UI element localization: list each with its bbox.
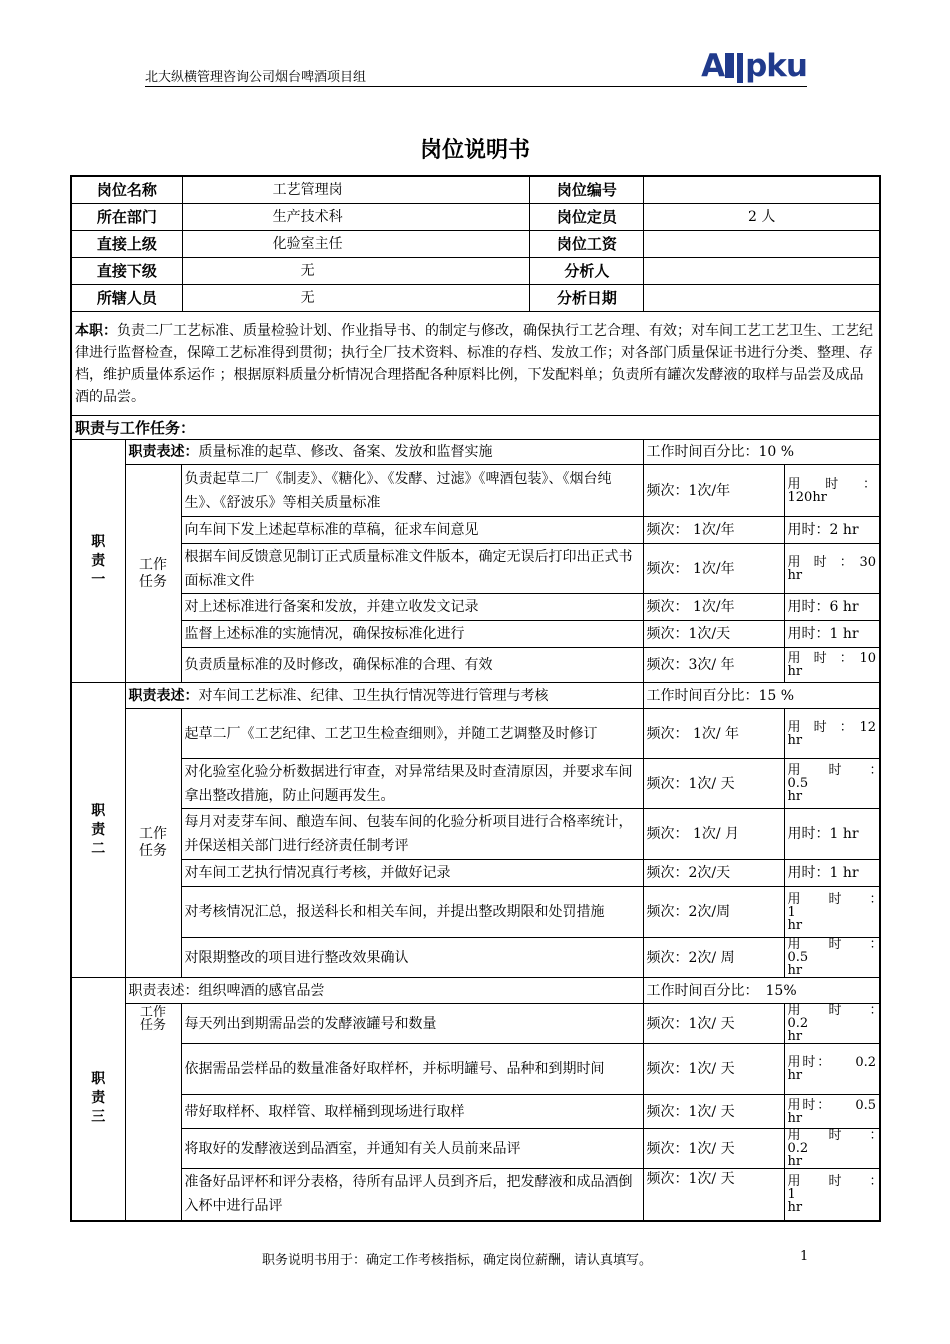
task-text: 监督上述标准的实施情况，确保按标准化进行 <box>181 621 643 648</box>
task-label <box>125 1004 181 1221</box>
info-label: 所辖人员 <box>72 285 183 311</box>
info-label: 岗位名称 <box>72 177 183 203</box>
task-time <box>784 937 890 978</box>
task-time-unit: hr <box>787 664 803 679</box>
duty-desc-text: 质量标准的起草、修改、备案、发放和监督实施 <box>198 444 493 460</box>
info-row-cell <box>71 231 880 258</box>
task-time: 用时：6 hr <box>784 594 880 621</box>
page-number: 1 <box>800 1249 809 1264</box>
task-time-label: 用 时 ： 1 <box>787 1173 903 1202</box>
task-time-unit: hr <box>787 1154 803 1169</box>
info-label: 岗位编号 <box>529 177 644 203</box>
task-row <box>71 709 880 759</box>
duty-desc-text: 对车间工艺标准、纪律、卫生执行情况等进行管理与考核 <box>198 687 549 704</box>
task-frequency: 频次：1次/ 天 <box>643 1129 784 1169</box>
task-row <box>71 621 880 648</box>
info-value <box>644 258 879 284</box>
task-time <box>784 1003 890 1044</box>
duty-percent: 工作时间百分比： 15% <box>643 978 880 1004</box>
info-row <box>71 258 880 285</box>
task-text: 准备好品评杯和评分表格，待所有品评人员到齐后，把发酵液和成品酒倒入杯中进行品评 <box>181 1169 643 1221</box>
duties-title-row <box>71 416 880 440</box>
task-label-text: 工作任务 <box>139 826 167 859</box>
info-value: 化验室主任 <box>272 236 343 252</box>
task-time <box>784 759 890 809</box>
task-row <box>71 887 880 938</box>
info-row <box>71 204 880 231</box>
task-time: 用时：1 hr <box>784 621 880 648</box>
task-text: 对限期整改的项目进行整改效果确认 <box>181 938 643 978</box>
info-row-cell <box>71 258 880 285</box>
summary-text: 负责二厂工艺标准、质量检验计划、作业指导书、的制定与修改，确保执行工艺合理、有效；对车间工艺工艺卫生、工艺纪律进行监督检查，保障工艺标准得到贯彻；执行全厂技术资料、标准的存档、发放工作；对各部门质量保证书进行分类、整理、存档，维护质量体系运作 ；根据原料质量分析情况合理搭配各种原料比例，下发配料单；负责所有罐次发酵液的取样与品尝及成品酒的品尝。 <box>75 323 873 405</box>
task-frequency: 频次： 1次/年 <box>643 594 784 621</box>
task-row <box>71 860 880 887</box>
task-frequency: 频次：2次/ 周 <box>643 938 784 978</box>
company-name: 北大纵横管理咨询公司烟台啤酒项目组 <box>145 70 367 85</box>
page-header <box>145 48 807 87</box>
duty-name <box>71 440 125 683</box>
info-label: 分析日期 <box>529 285 644 311</box>
task-time <box>784 544 880 594</box>
task-frequency: 频次： 1次/ 月 <box>643 809 784 860</box>
task-row <box>71 1044 880 1095</box>
task-time-label: 用 时 ： 0.5 <box>787 937 890 965</box>
duty-percent: 工作时间百分比：15 % <box>643 683 880 709</box>
task-text: 每天列出到期需品尝的发酵液罐号和数量 <box>181 1004 643 1044</box>
task-frequency: 频次：1次/ 天 <box>643 759 784 809</box>
task-text: 负责质量标准的及时修改，确保标准的合理、有效 <box>181 648 643 683</box>
task-row <box>71 648 880 683</box>
company-logo: A pku <box>701 48 807 84</box>
task-row <box>71 1129 880 1169</box>
task-time-unit: hr <box>787 732 803 748</box>
task-text: 对化验室化验分析数据进行审查，对异常结果及时查清原因，并要求车间拿出整改措施，防止问题再发生。 <box>181 759 643 809</box>
task-frequency: 频次： 1次/年 <box>643 517 784 544</box>
task-frequency: 频次：1次/天 <box>643 621 784 648</box>
task-time-label: 用 时 ： 0.2 <box>787 1128 890 1156</box>
info-row-cell <box>71 176 880 204</box>
task-time-unit: hr <box>787 567 803 583</box>
info-row-cell <box>71 204 880 231</box>
duty-desc-row <box>71 440 880 465</box>
task-frequency: 频次：2次/天 <box>643 860 784 887</box>
task-row <box>71 938 880 978</box>
duty-percent: 工作时间百分比：10 % <box>643 440 880 465</box>
task-frequency: 频次： 1次/年 <box>643 544 784 594</box>
task-time-unit: hr <box>787 963 803 978</box>
task-time: 用时：1 hr <box>784 809 880 860</box>
task-time-label: 用时： 0.2 <box>787 1055 876 1070</box>
duty-desc: 职责表述：组织啤酒的感官品尝 <box>125 978 643 1004</box>
task-time-label: 用 时 ： 30 <box>787 554 876 570</box>
task-time: 用时：2 hr <box>784 517 880 544</box>
task-row <box>71 594 880 621</box>
summary-label: 本职： <box>75 323 117 339</box>
task-time: 用时：1 hr <box>784 860 880 887</box>
task-row <box>71 1004 880 1044</box>
info-value: 2 人 <box>747 209 776 225</box>
task-label <box>125 465 181 683</box>
summary-row <box>71 312 880 416</box>
task-time-unit: 120hr <box>787 489 827 505</box>
task-text: 起草二厂《工艺纪律、工艺卫生检查细则》，并随工艺调整及时修订 <box>181 709 643 759</box>
info-value: 无 <box>300 263 315 279</box>
task-time-label: 用 时 ： 12 <box>787 719 876 735</box>
task-row <box>71 517 880 544</box>
task-row <box>71 809 880 860</box>
duty-name <box>71 978 125 1221</box>
info-label: 所在部门 <box>72 204 183 230</box>
duty-name <box>71 683 125 978</box>
task-time-label: 用 时 ： <box>787 476 876 492</box>
summary-cell <box>71 312 880 416</box>
duty-desc <box>125 440 643 465</box>
task-time-unit: hr <box>787 917 803 933</box>
duty-name-text: 职责三 <box>91 1071 106 1126</box>
task-text: 将取好的发酵液送到品酒室，并通知有关人员前来品评 <box>181 1129 643 1169</box>
info-row <box>71 231 880 258</box>
task-time-unit: hr <box>787 1029 803 1044</box>
task-frequency: 频次： 1次/ 年 <box>643 709 784 759</box>
task-time-unit: hr <box>787 789 803 804</box>
task-time <box>784 1095 880 1129</box>
task-time <box>784 648 880 683</box>
info-label: 直接下级 <box>72 258 183 284</box>
task-text: 依据需品尝样品的数量准备好取样杯，并标明罐号、品种和到期时间 <box>181 1044 643 1095</box>
task-time <box>784 1169 903 1221</box>
info-value: 生产技术科 <box>272 209 343 225</box>
task-label-text: 工作任务 <box>140 1005 167 1033</box>
task-text: 每月对麦芽车间、酿造车间、包装车间的化验分析项目进行合格率统计，并保送相关部门进行经济责任制考评 <box>181 809 643 860</box>
task-text: 根据车间反馈意见制订正式质量标准文件版本，确定无误后打印出正式书面标准文件 <box>181 544 643 594</box>
task-frequency: 频次：1次/ 天 <box>643 1004 784 1044</box>
info-row <box>71 176 880 204</box>
task-frequency: 频次：2次/周 <box>643 887 784 938</box>
task-time-label: 用时： 0.5 <box>787 1097 876 1113</box>
info-value: 无 <box>300 290 315 306</box>
task-row <box>71 759 880 809</box>
task-label <box>125 709 181 978</box>
info-row <box>71 285 880 312</box>
task-time <box>784 887 903 938</box>
task-frequency: 频次：1次/ 天 <box>643 1044 784 1095</box>
job-description-table <box>70 175 903 1222</box>
task-row <box>71 1169 880 1221</box>
task-time-unit: hr <box>787 1199 803 1215</box>
info-label: 岗位定员 <box>529 204 644 230</box>
task-time-unit: hr <box>787 1068 803 1083</box>
task-label-text: 工作任务 <box>139 556 167 590</box>
task-time-label: 用 时 ： 0.5 <box>787 763 890 791</box>
task-time <box>784 1128 890 1169</box>
info-label: 分析人 <box>529 258 644 284</box>
info-value <box>644 177 879 203</box>
task-frequency: 频次：1次/ 天 <box>643 1169 784 1221</box>
task-time-label: 用 时 ： 0.2 <box>787 1003 890 1031</box>
info-value <box>644 231 879 257</box>
task-time-unit: hr <box>787 1110 803 1126</box>
task-row <box>71 1095 880 1129</box>
task-frequency: 频次：3次/ 年 <box>643 648 784 683</box>
task-text: 对考核情况汇总，报送科长和相关车间，并提出整改期限和处罚措施 <box>181 887 643 938</box>
task-text: 向车间下发上述起草标准的草稿，征求车间意见 <box>181 517 643 544</box>
task-text: 带好取样杯、取样管、取样桶到现场进行取样 <box>181 1095 643 1129</box>
duty-desc <box>125 683 643 709</box>
task-row <box>71 544 880 594</box>
task-text: 对上述标准进行备案和发放，并建立收发文记录 <box>181 594 643 621</box>
duty-name-text: 职责二 <box>91 802 106 857</box>
page-footer: 职务说明书用于：确定工作考核指标，确定岗位薪酬，请认真填写。 <box>262 1253 653 1268</box>
task-frequency: 频次：1次/年 <box>643 465 784 517</box>
info-label: 岗位工资 <box>529 231 644 257</box>
task-time <box>784 1044 880 1095</box>
task-time <box>784 465 880 517</box>
duty-name-text: 职责一 <box>91 533 106 588</box>
task-time-label: 用 时 ： 10 <box>787 651 876 666</box>
duty-desc-row <box>71 978 880 1004</box>
task-frequency: 频次：1次/ 天 <box>643 1095 784 1129</box>
info-value <box>644 285 879 311</box>
duty-desc-label: 职责表述： <box>128 444 199 460</box>
info-row-cell <box>71 285 880 312</box>
task-time <box>784 709 880 759</box>
page-title: 岗位说明书 <box>419 138 530 163</box>
task-text: 负责起草二厂《制麦》、《糖化》、《发酵、过滤》《啤酒包装》、《烟台纯生》、《舒波乐》等相关质量标准 <box>181 465 643 517</box>
info-label: 直接上级 <box>72 231 183 257</box>
duties-title: 职责与工作任务： <box>71 416 880 440</box>
duty-desc-row <box>71 683 880 709</box>
info-value: 工艺管理岗 <box>272 182 343 198</box>
task-text: 对车间工艺执行情况真行考核，并做好记录 <box>181 860 643 887</box>
duty-desc-label: 职责表述： <box>128 687 199 704</box>
task-time-label: 用 时 ： 1 <box>787 891 903 920</box>
task-row <box>71 465 880 517</box>
